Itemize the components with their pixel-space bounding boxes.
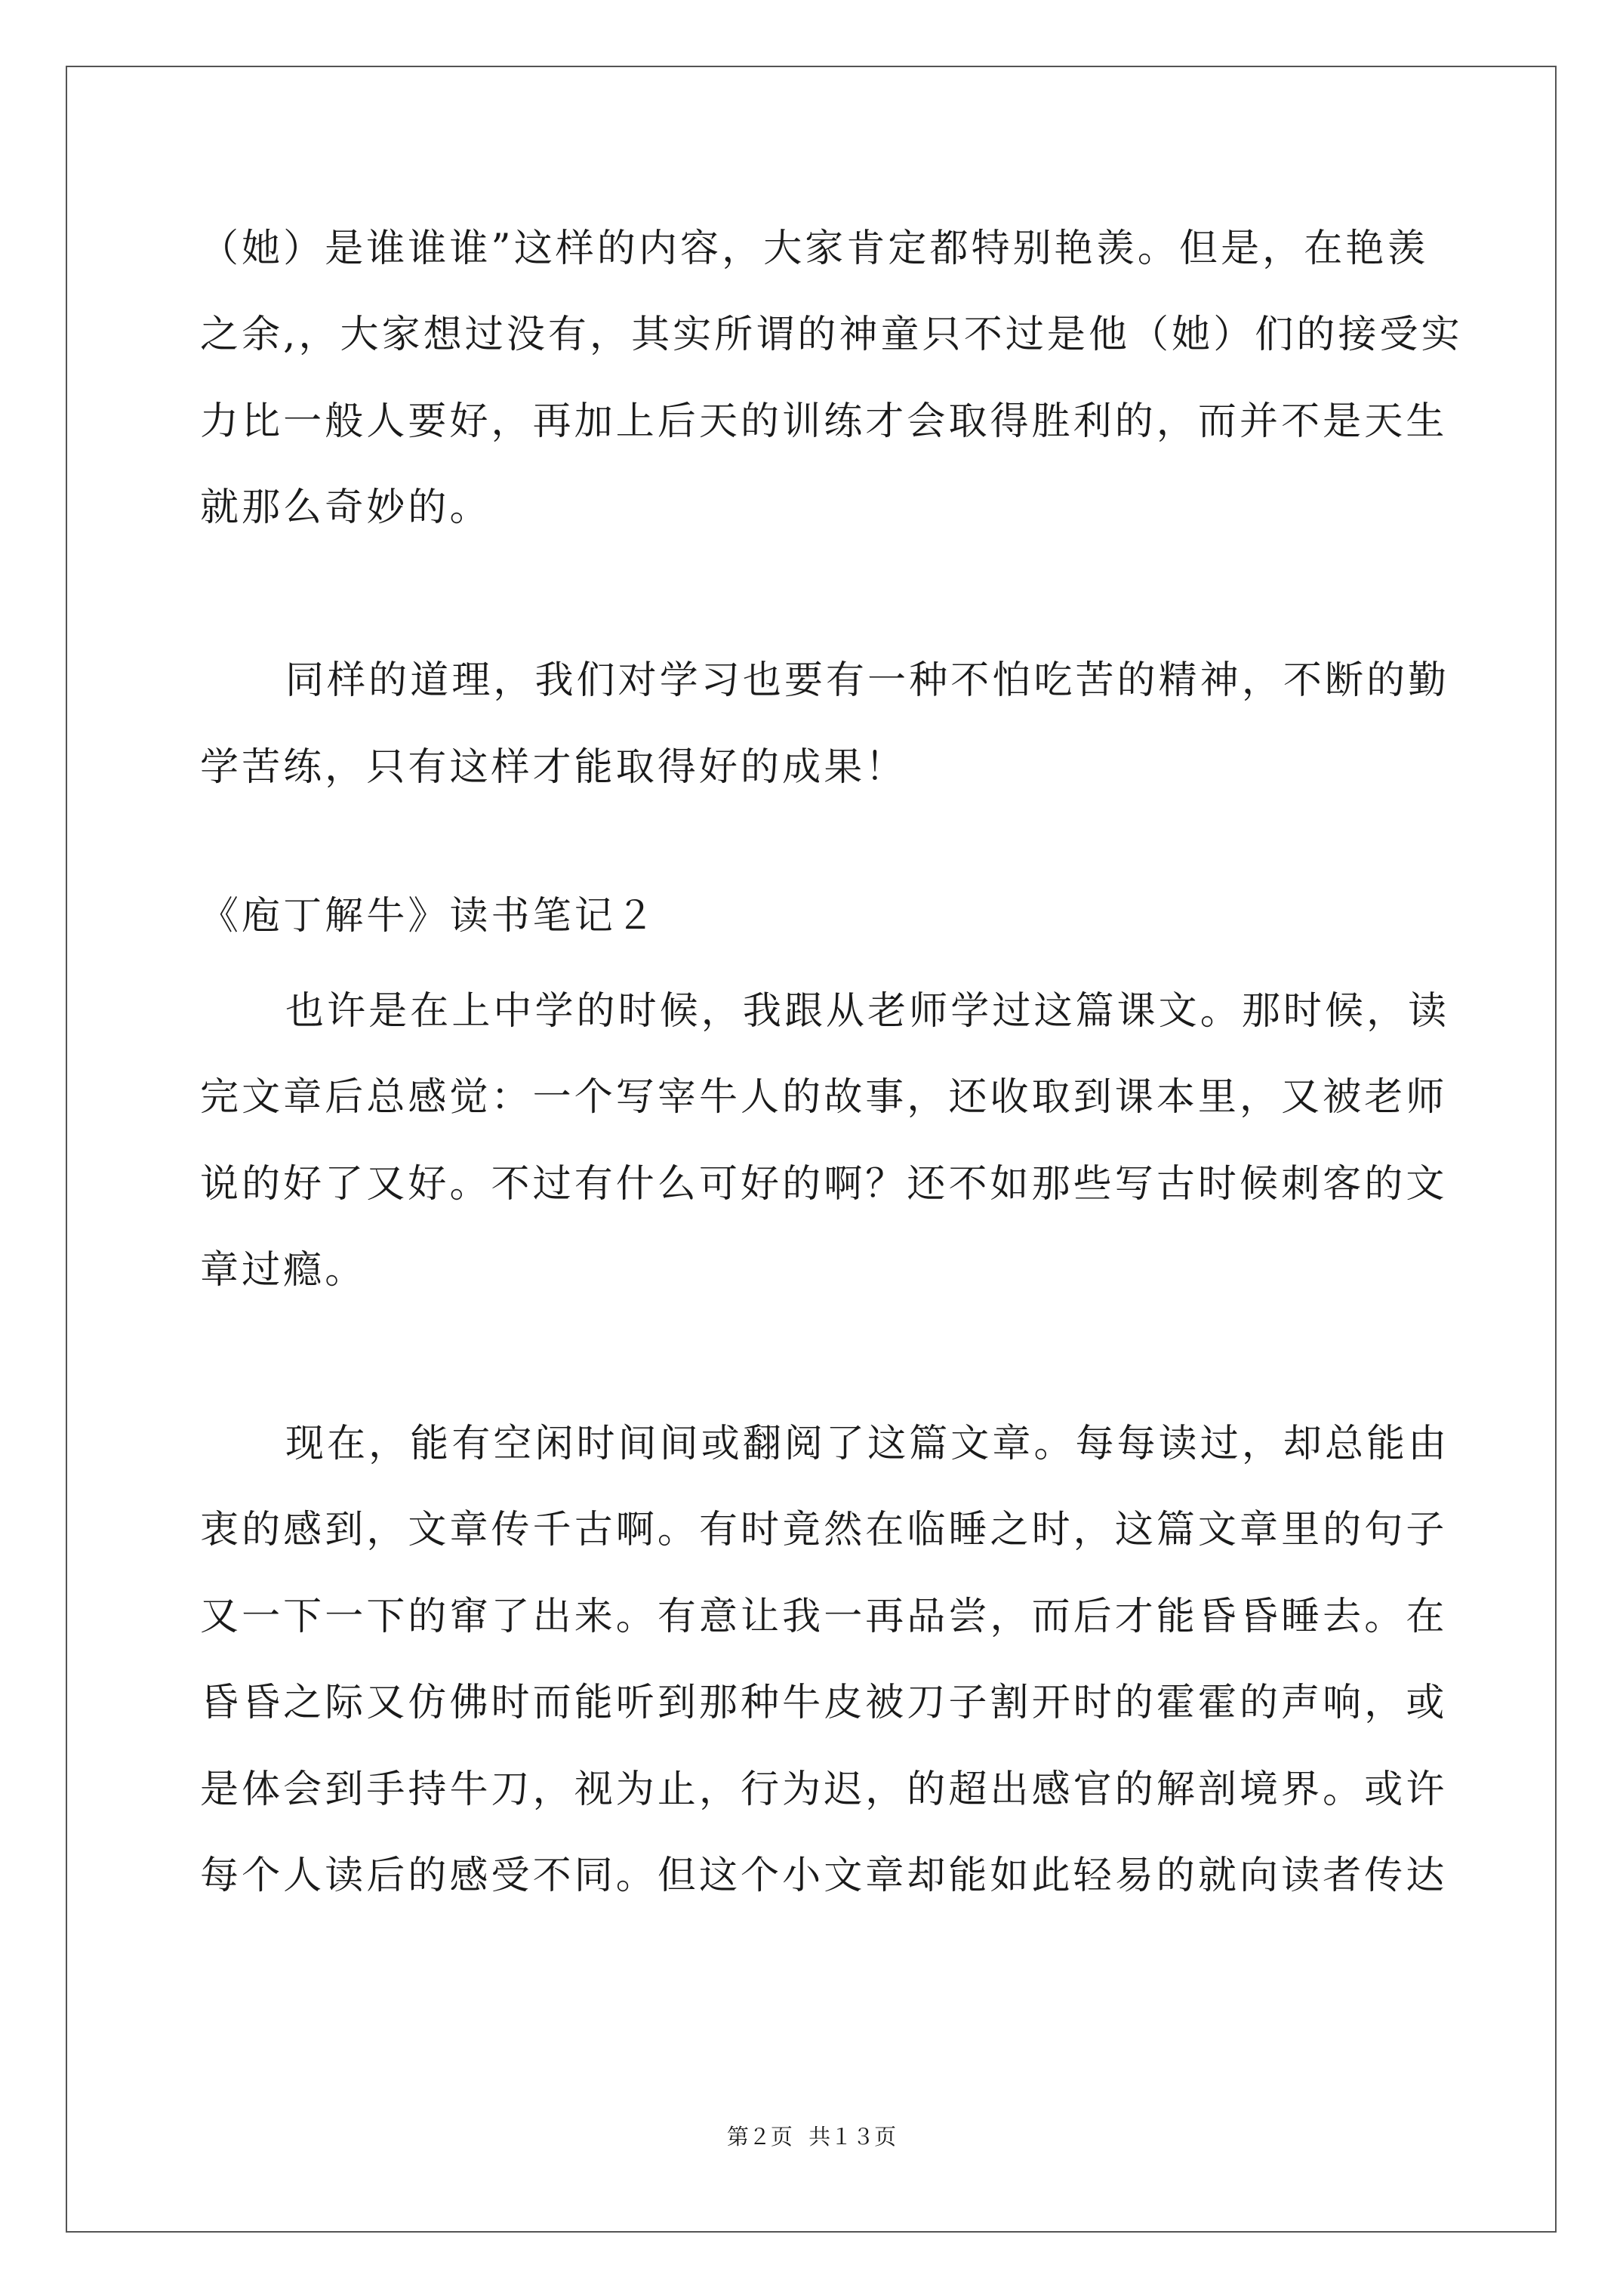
text-line: 是体会到手持牛刀，视为止，行为迟，的超出感官的解剖境界。或许 <box>200 1767 1448 1812</box>
text-line: 完文章后总感觉：一个写宰牛人的故事，还收取到课本里，又被老师 <box>200 1075 1448 1120</box>
text-line: 之余,，大家想过没有，其实所谓的神童只不过是他（她）们的接受实 <box>200 313 1463 357</box>
text-line: 每个人读后的感受不同。但这个小文章却能如此轻易的就向读者传达 <box>200 1854 1448 1898</box>
text-line: 衷的感到，文章传千古啊。有时竟然在临睡之时，这篇文章里的句子 <box>200 1508 1448 1552</box>
text-line: 力比一般人要好，再加上后天的训练才会取得胜利的，而并不是天生 <box>200 399 1448 444</box>
text-line: 昏昏之际又仿佛时而能听到那种牛皮被刀子割开时的霍霍的声响，或 <box>200 1681 1448 1725</box>
text-line: 又一下一下的窜了出来。有意让我一再品尝，而后才能昏昏睡去。在 <box>200 1595 1448 1639</box>
page-total: 共１３页 <box>808 2124 897 2150</box>
text-line: 章过瘾。 <box>200 1248 367 1293</box>
text-line: （她）是谁谁谁”这样的内容，大家肯定都特别艳羡。但是，在艳羡 <box>200 227 1429 271</box>
text-line: 就那么奇妙的。 <box>200 485 491 530</box>
section-heading: 《庖丁解牛》读书笔记２ <box>200 894 658 938</box>
text-line: 现在，能有空闲时间间或翻阅了这篇文章。每每读过，却总能由 <box>285 1422 1450 1466</box>
text-line: 也许是在上中学的时候，我跟从老师学过这篇课文。那时候，读 <box>285 989 1450 1034</box>
text-line: 说的好了又好。不过有什么可好的啊？还不如那些写古时候刺客的文 <box>200 1162 1448 1207</box>
text-line: 同样的道理，我们对学习也要有一种不怕吃苦的精神，不断的勤 <box>285 658 1450 703</box>
text-line: 学苦练，只有这样才能取得好的成果！ <box>200 745 907 790</box>
page-border <box>66 66 1557 2233</box>
page-number: 第２页 <box>726 2124 793 2150</box>
page-footer <box>0 2120 1623 2151</box>
